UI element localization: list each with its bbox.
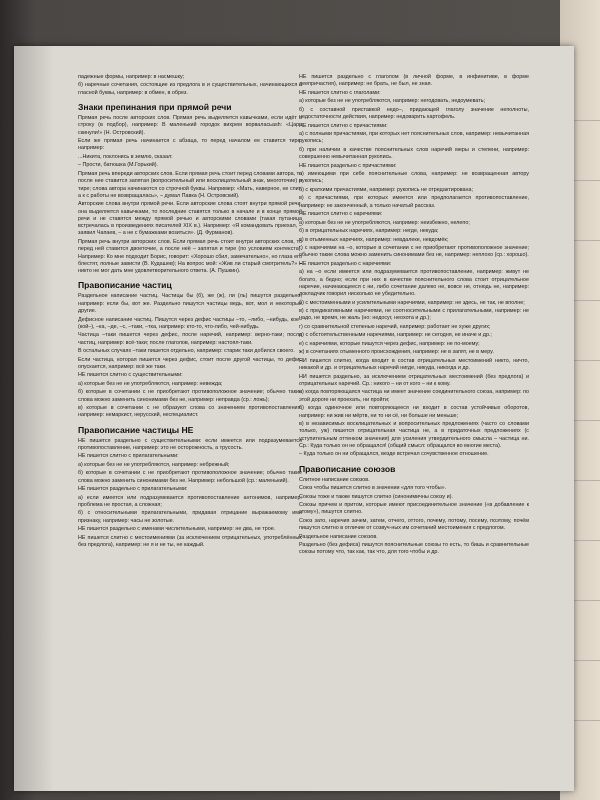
paragraph: е) с наречиями, которые пишутся через дефис, например: не по-моему; (299, 340, 480, 347)
paragraph: ж) в сочетаниях отыменного происхождения, например: не в запят, не в меру. (299, 349, 494, 356)
paragraph: б) с составной приставкой недо–, придающей глаголу значение неполноты, недостаточности действия, например: недоварить картофель. (299, 106, 529, 121)
section-heading: Правописание частицы НЕ (78, 424, 194, 435)
paragraph: НЕ пишется раздельно с прилагательными: (78, 486, 188, 493)
paragraph: НЕ пишется слитно с прилагательными: (78, 453, 179, 460)
paragraph: НЕ пишется слитно с существительными: (78, 372, 183, 379)
paragraph: а) имеющими при себе пояснительные слова, например: не возвращенная автору рукопись; (299, 171, 529, 185)
paragraph: а) когда повторяющаяся частица ни имеет значение соединительного союза, например: по этой дороге ни проехать, ни пройти; (299, 389, 529, 403)
paragraph: Слитное написание союзов. (299, 476, 370, 483)
paragraph: а) которые без не не употребляются, например: небрежный; (78, 461, 230, 468)
paragraph: б) с краткими причастиями, например: рукопись не отредактирована; (299, 186, 473, 193)
paragraph: ...Никита, поклонись в землю, сказал: (78, 153, 173, 160)
paragraph: падежные формы, например: в насмешку; (78, 74, 185, 80)
paragraph: Раздельное написание союзов. (299, 533, 378, 540)
paragraph: б) наречные сочетания, состоящие из предлога в и существительных, начинающихся с гласной буквы, например: в обмен, в обрез. (78, 82, 302, 96)
paragraph: б) с относительными прилагательными, придавая отрицание выражаемому ими признаку, например: часы не золотые. (78, 510, 302, 524)
document-page (14, 46, 574, 791)
paragraph: Прямая речь после авторских слов. Прямая речь выделяется кавычками, если идёт в строку (в подбор), например: В маленький городок вихрем ворваласьash: «Царя скинули!» (Н. Островский). (78, 115, 302, 136)
paragraph: НЕ пишется раздельно с существительными: если имеется или подразумевается противопоставление, например: это не осторожность, а трусость. (78, 437, 302, 451)
paragraph: Если частица, которая пишется через дефис, стоит после другой частицы, то дефис опускается, например: всё же таки. (78, 356, 302, 370)
paragraph: а) которые без не не употребляются, например: невежда; (78, 380, 223, 387)
paragraph: НЕ пишется раздельно с глаголом (в личной форме, в инфинитиве, в форме деепричастия), например: не брать, не был, не зная. (299, 74, 529, 88)
section-heading: Правописание союзов (299, 463, 396, 474)
paragraph: Союзы причем и притом, которые имеют присоединительное значение («в добавление к этому»), пишутся слитно. (299, 502, 529, 516)
paragraph: в) с причастиями, при которых имеется или предполагается противопоставление, например: не законченный, а только начатый рассказ. (299, 195, 529, 209)
paragraph: а) если имеется или подразумевается противопоставление антонимов, например: проблема не простая, а сложная; (78, 494, 302, 508)
paragraph: НЕ пишется слитно с местоимениями (за исключением отрицательных, употреблённых без предлога), например: не я и не ты, не каждый. (78, 534, 302, 549)
left-column (78, 74, 302, 551)
paragraph: в) которые в сочетании с не образуют слова со значением противопоставления, например: немаркист, неруcский, неспециалист. (78, 405, 302, 419)
paragraph: б) которые в сочетании с не приобретают противоположное значение; обычно такие слова можно заменить синонимами без не. Например: небольшой (ср.: маленький). (78, 470, 302, 484)
paragraph: – Куда только он ни обращался, везде встречал сочувственное отношение. (299, 451, 489, 458)
paragraph: Раздельно (без дефиса) пишутся пояснительные союзы то есть, то бишь и сравнительные союзы потому что, так как, так что, для того чтобы и др. (299, 542, 529, 556)
paragraph: НЕ пишется раздельно с именами числительными, например: не два, не трое. (78, 526, 276, 533)
paragraph: в) с предикативными наречиями, не соотносительными с прилагательными, например: не надо, не время, не жаль (но: недосуг, неохота и др.); (299, 308, 529, 322)
paragraph: Союзы тоже и также пишутся слитно (синонимичны союзу и). (299, 493, 453, 500)
paragraph: Авторские слова внутри прямой речи. Если авторские слова стоят внутри прямой речи, она выделяется кавычками, то последние ставятся только в начале и в конце прямой речи и не ставятся между прямой речью и авторскими словами (такая путаница встречалась в произведениях писателей XIX в.). Например: «Я командовать приехал, – заявил Чапаев, – а не с бумажками возиться». (Д. Фурманов). (78, 201, 302, 237)
paragraph: б) при наличии в качестве пояснительных слов наречий меры и степени, например: совершенно невычитанная рукопись. (299, 146, 529, 161)
paragraph: – Прости, батюшка (М.Горький). (78, 162, 159, 169)
paragraph: В остальных случаях –таки пишется отдельно, например: старик таки добился своего. (78, 348, 295, 355)
paragraph: в) в отыменных наречиях, например: невдалеке, невдомёк; (299, 236, 449, 243)
paragraph: а) на –о если имеется или подразумевается противопоставление, например: живут не богато, а бедно; если при них в качестве пояснительного слова стоит отрицательное наречие, начинающееся с ни, либо сочетание далеко не, вовсе не, отнюдь не, например: докладчик говорил нисколько не убедительно. (299, 269, 529, 298)
paragraph: б) которые в сочетании с не приобретают противоположное значение; обычно такие слова можно заменить синонимами без не, например: неправда (ср.: ложь); (78, 389, 302, 403)
paragraph: Раздельное написание частиц. Частицы бы (б), же (ж), ли (ль) пишутся раздельно, например: если бы, вот же. Раздельно пишутся частицы ведь, вот, мол и некоторые другие. (78, 293, 302, 315)
paragraph: Союз чтобы пишется слитно в значении «для того чтобы». (299, 485, 447, 492)
paragraph: Частица –таки пишется через дефис, после наречий, например: верно-таки; после частиц, например: всё-таки; после глаголов, например: настоял-таки. (78, 332, 302, 346)
binding-shadow (14, 46, 54, 791)
paragraph: д) с обстоятельственными наречиями, например: не сегодня, не иначе и др.; (299, 332, 492, 339)
paragraph: НИ пишется слитно, когда входит в состав отрицательных местоимений никто, ничто, никакой и др. и отрицательных наречий нигде, никуда, никогда и др. (299, 357, 529, 372)
paragraph: Дефисное написание частиц. Пишутся через дефис частицы –то, –либо, –нибудь, кое– (кой–), –ка, –де, –с, –таки, –тка, например: кто-то, что-либо, чей-нибудь. (78, 316, 302, 330)
paragraph: Прямая речь внутри авторских слов. Если прямая речь стоит внутри авторских слов, то перед ней ставится двоеточие, а после неё – запятая и тире (по условиям контекста). Например: Ко мне подходит Борис, говорит: «Хорошо сбил, замечательно», но глаза его блестят, полные зависти (В. Кудашев); На вопрос мой: «Жив ли старый смотритель?» – никто не мог дать мне удовлетворительного ответа. (А. Пушкин). (78, 238, 302, 275)
paragraph: б) с местоименными и усилительными наречиями, например: не здесь, не так, не вполне; (299, 299, 525, 306)
paragraph: НЕ пишется слитно с причастиями: (299, 122, 388, 129)
paragraph: НЕ пишется раздельно с причастиями: (299, 162, 397, 169)
paragraph: г) со сравнительной степенью наречий, например: работает не хуже других; (299, 323, 491, 330)
paragraph: б) в отрицательных наречиях, например: негде, некуда; (299, 228, 439, 235)
paragraph: б) когда одиночное или повторяющееся ни входит в состав устойчивых оборотов, например: ни жив ни мёртв, ни то ни сё, ни больше ни меньше; (299, 405, 529, 419)
paragraph: Прямая речь впереди авторских слов. Если прямая речь стоит перед словами автора, то после нее ставится запятая (вопросительный или восклицательный знак, многоточие) и тире; слова автора начинаются со строчной буквы. Например: «Мать, наверное, не спит, а к с работы не возвращалась», – думал Павка (Н. Островский). (78, 170, 302, 199)
paragraph: НЕ пишется раздельно с наречиями: (299, 260, 392, 267)
right-column (299, 74, 529, 558)
paragraph: а) которые без не не употребляются, например: неизбежно, нелепо; (299, 219, 470, 226)
paragraph: а) с полными причастиями, при которых нет пояснительных слов, например: невычитанная рукопись; (299, 131, 529, 145)
paragraph: НЕ пишется слитно с наречиями: (299, 211, 383, 218)
paragraph: в) в независимых восклицательных и вопросительных предложениях (часто со словами только, уж) пишется отрицательная частица не, а в придаточных предложениях (с уступительным оттенком значения) для усиления утвердительного смысла – частица ни. Ср.: Куда только он не обращался! (общий смысл: обращался во многие места). (299, 421, 529, 449)
paragraph: Союз зато, наречия зачем, затем, отчего, оттого, почему, потому, посему, поэтому, почём пишутся слитно в отличие от созвуч-ных им сочетаний местоимения с предлогом. (299, 517, 529, 532)
section-heading: Правописание частиц (78, 280, 172, 291)
paragraph: г) с наречиями на –о, которые в сочетании с не приобретают противоположное значение; обычно такие слова можно заменить синонимами без не, например: неплохо (ср.: хорошо). (299, 245, 529, 259)
paragraph: НЕ пишется слитно с глаголами: (299, 89, 381, 96)
paragraph: НИ пишется раздельно, за исключением отрицательных местоимений (без предлога) и отрицательных наречий. Ср.: никого – ни от кого – ни к кому. (299, 373, 529, 387)
paragraph: Если же прямая речь начинается с абзаца, то перед началом ее ставится тире, например: (78, 138, 302, 152)
paragraph: а) которые без не не употребляются, например: негодовать, недоумевать; (299, 98, 486, 105)
section-heading: Знаки препинания при прямой речи (78, 102, 232, 113)
